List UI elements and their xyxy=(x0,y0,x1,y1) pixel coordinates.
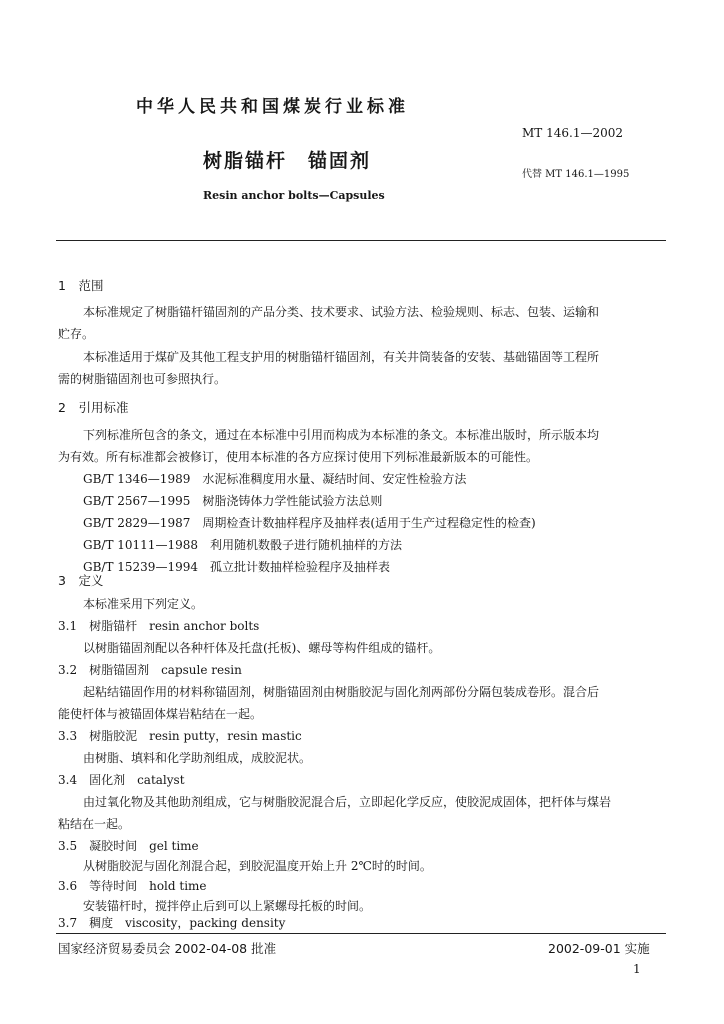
definition-text-cont: 能使杆体与被锚固体煤岩粘结在一起。 xyxy=(58,707,263,721)
definition-text: 从树脂胶泥与固化剂混合起，到胶泥温度开始上升 2℃时的时间。 xyxy=(83,859,432,873)
document-title: 树脂锚杆 锚固剂 xyxy=(203,150,372,172)
document-title-english: Resin anchor bolts—Capsules xyxy=(203,189,385,202)
section-heading-references: 2 引用标准 xyxy=(58,400,129,415)
header-divider xyxy=(56,240,666,241)
definition-text: 由树脂、填料和化学助剂组成，成胶泥状。 xyxy=(83,751,312,765)
definition-text-cont: 粘结在一起。 xyxy=(58,817,131,831)
references-paragraph: 下列标准所包含的条文，通过在本标准中引用而构成为本标准的条文。本标准出版时，所示版本均 xyxy=(83,428,600,442)
reference-item: GB/T 1346—1989 水泥标准稠度用水量、凝结时间、安定性检验方法 xyxy=(83,472,467,486)
definition-text: 安装锚杆时，搅拌停止后到可以上紧螺母托板的时间。 xyxy=(83,899,372,913)
definition-term: 3.5 凝胶时间 gel time xyxy=(58,839,199,853)
definition-term: 3.4 固化剂 catalyst xyxy=(58,773,185,787)
reference-item: GB/T 15239—1994 孤立批计数抽样检验程序及抽样表 xyxy=(83,560,390,574)
section-heading-definitions: 3 定义 xyxy=(58,573,104,588)
scope-paragraph-1: 本标准规定了树脂锚杆锚固剂的产品分类、技术要求、试验方法、检验规则、标志、包装、运输和 xyxy=(83,305,600,319)
approval-date: 国家经济贸易委员会 2002-04-08 批准 xyxy=(58,941,277,956)
implementation-date: 2002-09-01 实施 xyxy=(548,941,650,956)
definitions-intro: 本标准采用下列定义。 xyxy=(83,597,204,611)
page-number: 1 xyxy=(633,962,641,976)
references-paragraph-cont: 为有效。所有标准都会被修订，使用本标准的各方应探讨使用下列标准最新版本的可能性。 xyxy=(58,450,539,464)
standard-category: 中华人民共和国煤炭行业标准 xyxy=(136,97,409,117)
standard-number: MT 146.1—2002 xyxy=(522,126,623,140)
definition-term: 3.2 树脂锚固剂 capsule resin xyxy=(58,663,242,677)
definition-text: 以树脂锚固剂配以各种杆体及托盘(托板)、螺母等构件组成的锚杆。 xyxy=(83,641,441,655)
footer-divider xyxy=(56,933,666,934)
definition-term: 3.7 稠度 viscosity，packing density xyxy=(58,916,286,930)
scope-paragraph-1-cont: 贮存。 xyxy=(58,327,95,341)
scope-paragraph-2: 本标准适用于煤矿及其他工程支护用的树脂锚杆锚固剂，有关井筒装备的安装、基础锚固等工程所 xyxy=(83,350,600,364)
definition-term: 3.6 等待时间 hold time xyxy=(58,879,207,893)
scope-paragraph-2-cont: 需的树脂锚固剂也可参照执行。 xyxy=(58,372,227,386)
reference-item: GB/T 10111—1988 利用随机数骰子进行随机抽样的方法 xyxy=(83,538,402,552)
reference-item: GB/T 2829—1987 周期检查计数抽样程序及抽样表(适用于生产过程稳定性的检查) xyxy=(83,516,536,530)
definition-term: 3.3 树脂胶泥 resin putty，resin mastic xyxy=(58,729,302,743)
definition-text: 起粘结锚固作用的材料称锚固剂，树脂锚固剂由树脂胶泥与固化剂两部份分隔包装成卷形。混合后 xyxy=(83,685,600,699)
definition-text: 由过氧化物及其他助剂组成，它与树脂胶泥混合后，立即起化学反应，使胶泥成固体，把杆体与煤岩 xyxy=(83,795,612,809)
definition-term: 3.1 树脂锚杆 resin anchor bolts xyxy=(58,619,260,633)
section-heading-scope: 1 范围 xyxy=(58,278,104,293)
replaces-standard: 代替 MT 146.1—1995 xyxy=(522,169,630,180)
reference-item: GB/T 2567—1995 树脂浇铸体力学性能试验方法总则 xyxy=(83,494,383,508)
